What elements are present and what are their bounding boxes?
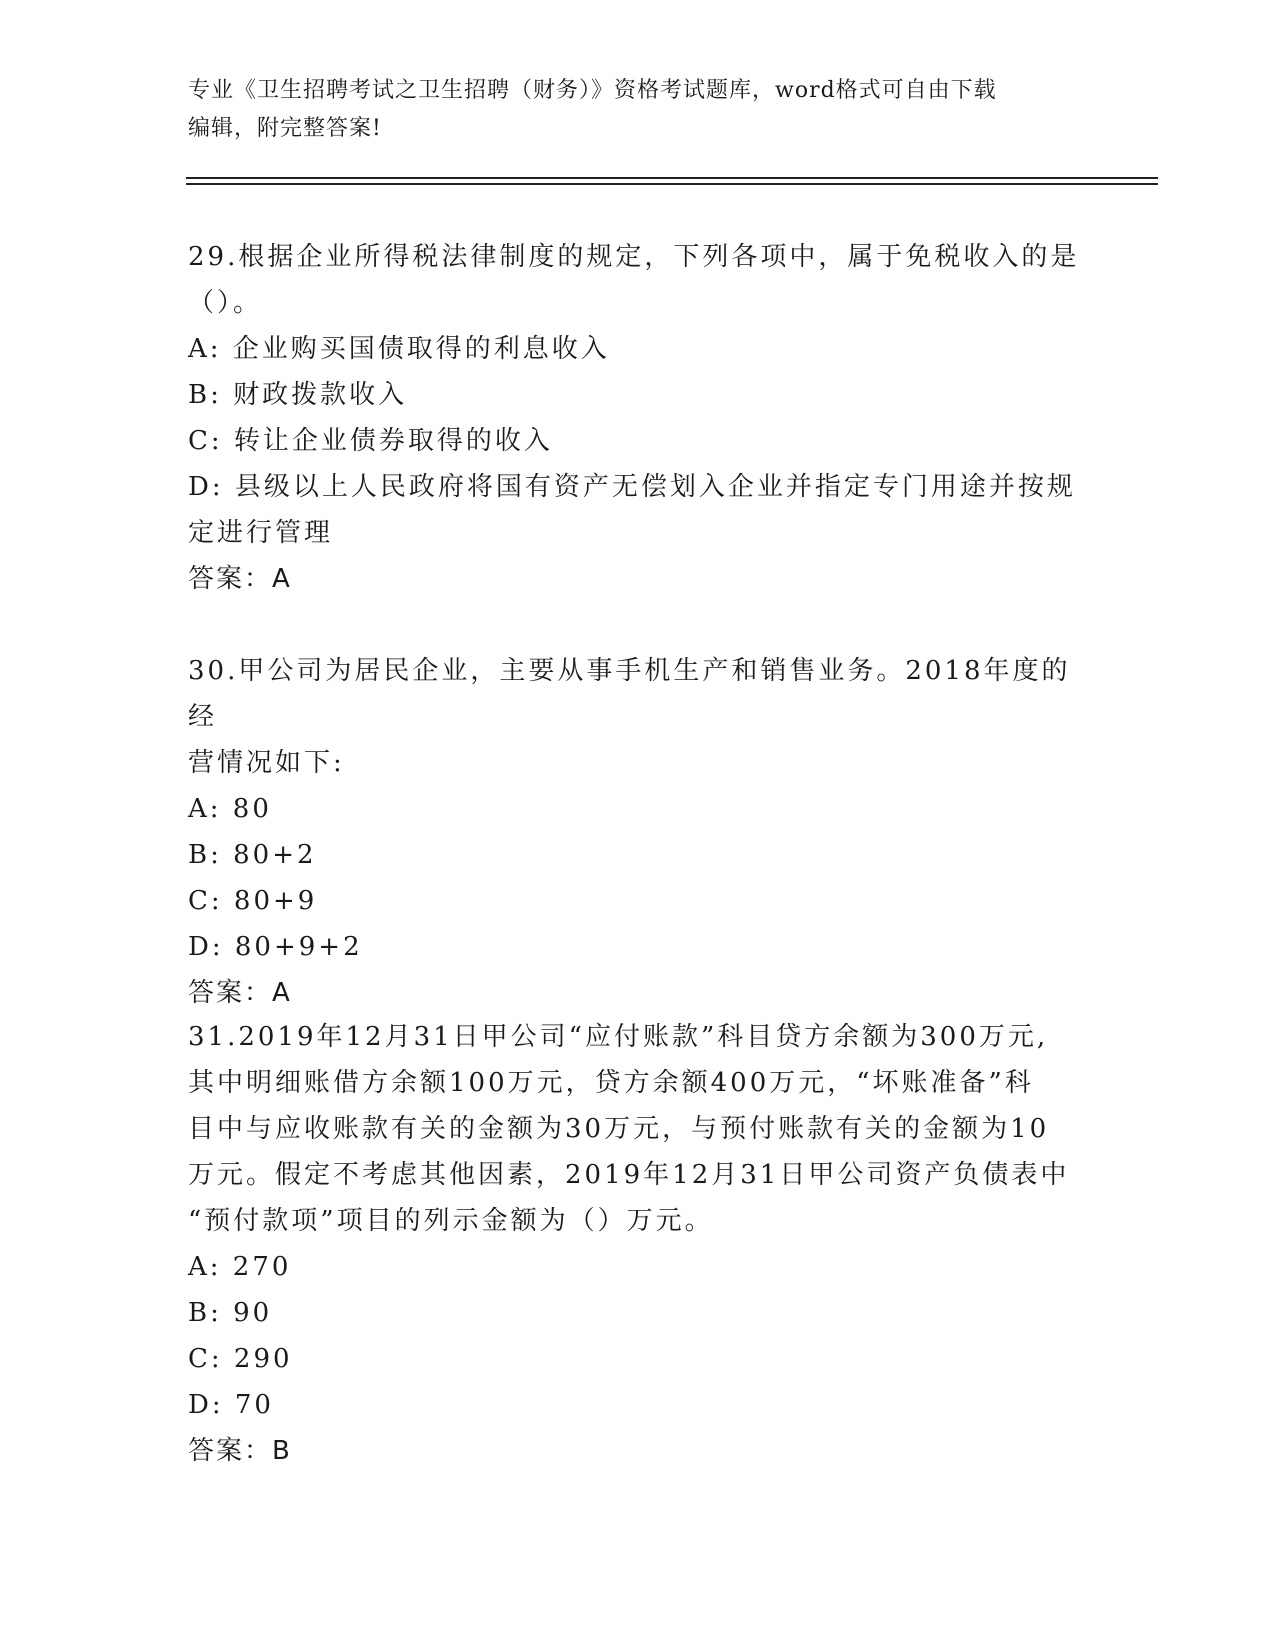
question-30 — [188, 648, 1088, 1016]
answer-label: 答案：A — [188, 564, 292, 594]
question-stem: （）。 — [188, 288, 263, 318]
question-stem: “预付款项”项目的列示金额为（）万元。 — [188, 1206, 714, 1236]
option-a: A: 80 — [188, 794, 272, 824]
option-c: C: 80+9 — [188, 886, 318, 916]
option-d: D: 80+9+2 — [188, 932, 363, 962]
question-stem: 目中与应收账款有关的金额为30万元，与预付账款有关的金额为10 — [188, 1114, 1050, 1144]
question-stem: 营情况如下: — [188, 748, 345, 778]
option-b: B: 财政拨款收入 — [188, 380, 408, 410]
option-c: C: 290 — [188, 1344, 293, 1374]
answer-label: 答案：A — [188, 978, 292, 1008]
question-stem: 30.甲公司为居民企业，主要从事手机生产和销售业务。2018年度的经 — [188, 656, 1071, 732]
option-d: D: 县级以上人民政府将国有资产无偿划入企业并指定专门用途并按规 — [188, 472, 1076, 502]
option-a: A: 企业购买国债取得的利息收入 — [188, 334, 610, 364]
header-divider-bottom — [186, 183, 1158, 185]
option-c: C: 转让企业债券取得的收入 — [188, 426, 553, 456]
answer-label: 答案：B — [188, 1436, 292, 1466]
option-d-continued: 定进行管理 — [188, 518, 334, 548]
question-stem: 29.根据企业所得税法律制度的规定，下列各项中，属于免税收入的是 — [188, 242, 1080, 272]
option-a: A: 270 — [188, 1252, 292, 1282]
question-31 — [188, 1014, 1088, 1474]
header-line-2: 编辑，附完整答案! — [188, 116, 382, 141]
question-stem: 其中明细账借方余额100万元，贷方余额400万元，“坏账准备”科 — [188, 1068, 1034, 1098]
header-divider-top — [186, 177, 1158, 179]
question-stem: 万元。假定不考虑其他因素，2019年12月31日甲公司资产负债表中 — [188, 1160, 1070, 1190]
option-b: B: 80+2 — [188, 840, 317, 870]
question-stem: 31.2019年12月31日甲公司“应付账款”科目贷方余额为300万元, — [188, 1022, 1049, 1052]
question-29 — [188, 234, 1088, 602]
header-line-1: 专业《卫生招聘考试之卫生招聘（财务）》资格考试题库，word格式可自由下载 — [188, 78, 997, 103]
document-header — [188, 72, 1088, 148]
option-d: D: 70 — [188, 1390, 274, 1420]
option-b: B: 90 — [188, 1298, 273, 1328]
